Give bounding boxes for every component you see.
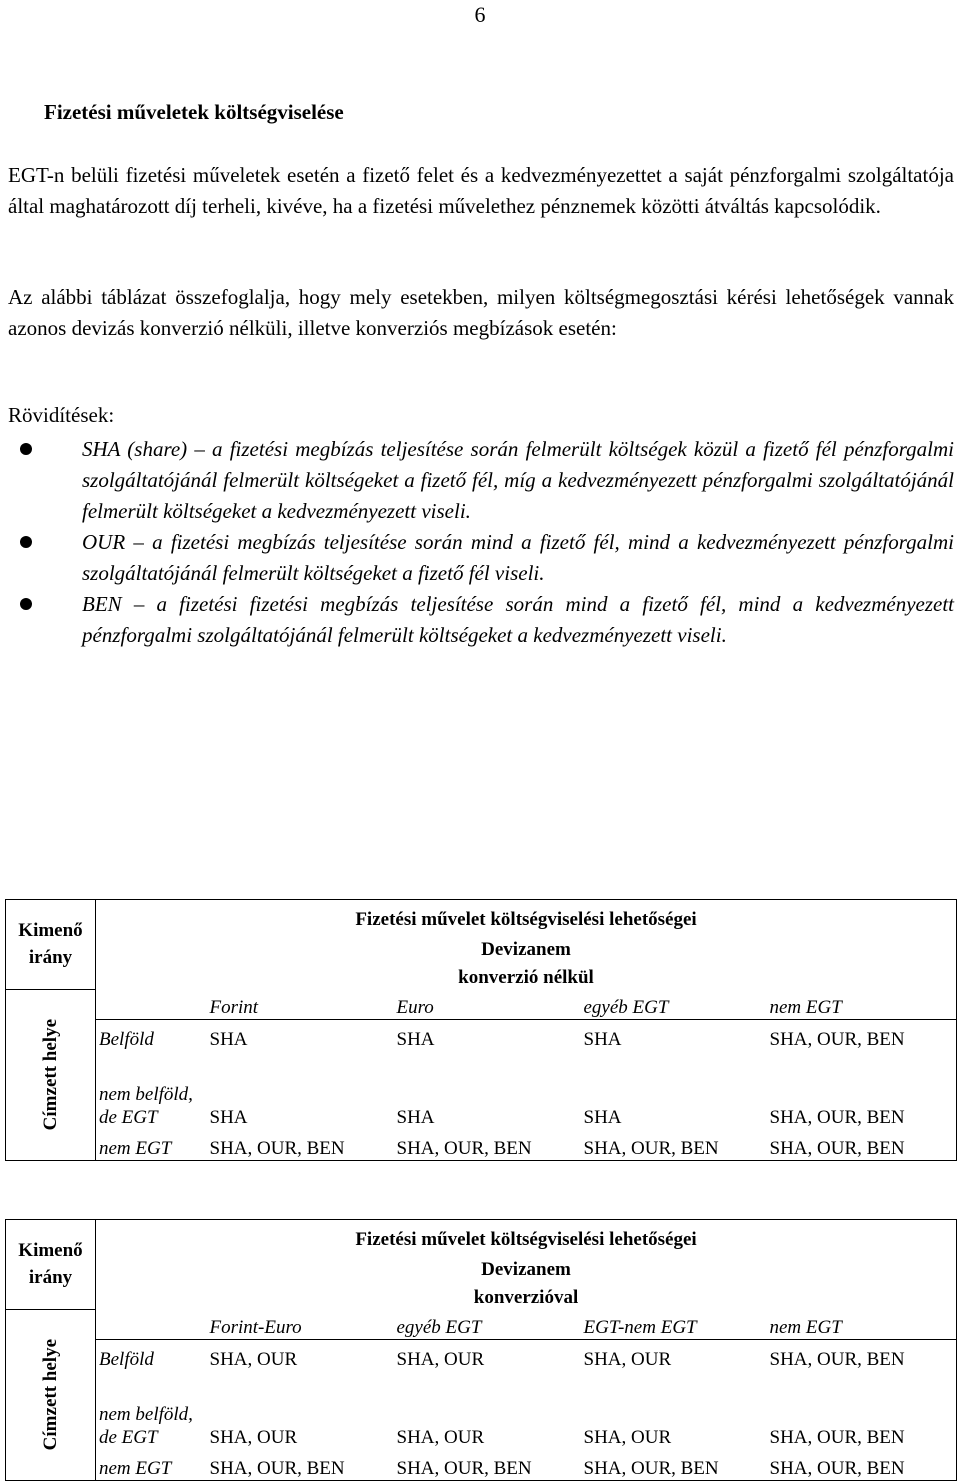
table-cell: SHA, OUR, BEN	[767, 1020, 957, 1052]
page-number: 6	[474, 2, 486, 27]
row-label: nem EGT	[96, 1129, 207, 1161]
table-cell: SHA, OUR	[209, 1349, 298, 1370]
bullet-icon	[20, 443, 32, 455]
table-cell: SHA, OUR, BEN	[207, 1129, 394, 1161]
column-header-spacer	[96, 989, 207, 1020]
table-row	[6, 1340, 957, 1372]
table-cell: SHA, OUR, BEN	[581, 1449, 767, 1481]
table-row	[6, 1449, 957, 1481]
table-row	[6, 1129, 957, 1161]
outgoing-direction-header	[6, 1220, 96, 1310]
table-cell: SHA, OUR	[583, 1427, 672, 1448]
corner-label-2: irány	[28, 947, 73, 969]
column-header: EGT-nem EGT	[581, 1309, 767, 1340]
abbreviation-item-sha	[82, 434, 954, 527]
row-label: nem belföld, de EGT	[96, 1371, 207, 1449]
corner-label-2: irány	[28, 1267, 73, 1289]
table-cell: SHA	[583, 1029, 622, 1050]
section-heading: Fizetési műveletek költségviselése	[44, 100, 344, 124]
row-label: nem belföld, de EGT	[96, 1051, 207, 1129]
table-cell: SHA	[583, 1107, 622, 1128]
table-cell: SHA, OUR, BEN	[207, 1449, 394, 1481]
abbreviation-text: BEN – a fizetési fizetési megbízás teljesítése során mind a fizető fél, mind a kedvezményezett pénzforgalmi szolgáltatójánál felmerült költségeket a kedvezményezett viseli.	[82, 592, 954, 647]
abbreviations-title: Rövidítések:	[8, 403, 115, 427]
table-row	[6, 1371, 957, 1449]
currency-header: Devizanem	[96, 1251, 957, 1281]
corner-label-1: Kimenő	[18, 920, 83, 942]
column-header: Forint-Euro	[207, 1309, 394, 1340]
column-header: Euro	[394, 989, 581, 1020]
corner-label-1: Kimenő	[18, 1240, 83, 1262]
table-cell: SHA	[209, 1107, 248, 1128]
row-label: Belföld	[96, 1340, 207, 1372]
table-cell: SHA, OUR, BEN	[394, 1449, 581, 1481]
bullet-icon	[20, 598, 32, 610]
table-cell: SHA, OUR	[209, 1427, 298, 1448]
table-cell: SHA	[396, 1107, 435, 1128]
abbreviation-item-ben	[82, 589, 954, 651]
row-label: nem EGT	[96, 1449, 207, 1481]
column-header: nem EGT	[767, 1309, 957, 1340]
summary-paragraph: Az alábbi táblázat összefoglalja, hogy mely esetekben, milyen költségmegosztási kérési lehetőségek vannak azonos devizás konverzió nélküli, illetve konverziós megbízások esetén:	[8, 285, 954, 340]
currency-header: Devizanem	[96, 931, 957, 961]
table-cell: SHA, OUR, BEN	[767, 1051, 957, 1129]
abbreviation-item-our	[82, 527, 954, 589]
table-cell: SHA	[396, 1029, 435, 1050]
recipient-location-header	[6, 989, 96, 1161]
bullet-icon	[20, 536, 32, 548]
abbreviation-text: OUR – a fizetési megbízás teljesítése során mind a fizető fél, mind a kedvezményezett pénzforgalmi szolgáltatójánál felmerült költségeket a fizető fél viseli.	[82, 530, 954, 585]
abbreviation-list	[82, 434, 954, 651]
column-header-spacer	[96, 1309, 207, 1340]
table-cell: SHA, OUR	[583, 1349, 672, 1370]
table-main-header: Fizetési művelet költségviselési lehetőségei	[96, 900, 957, 932]
abbreviation-text: SHA (share) – a fizetési megbízás teljesítése során felmerült költségek közül a fizető fél pénzforgalmi szolgáltatójánál felmerült költségeket a fizető fél, míg a kedvezményezett pénzforgalmi szolgáltatójánál felmerült költségeket a kedvezményezett viseli.	[82, 437, 954, 523]
column-header: egyéb EGT	[394, 1309, 581, 1340]
table-cell: SHA, OUR, BEN	[767, 1129, 957, 1161]
cost-table-no-conversion	[5, 899, 957, 1161]
conversion-header: konverzió nélkül	[96, 961, 957, 989]
side-label: Címzett helye	[40, 1339, 61, 1451]
side-label: Címzett helye	[40, 1019, 61, 1131]
conversion-header: konverzióval	[96, 1281, 957, 1309]
recipient-location-header	[6, 1309, 96, 1481]
column-header: nem EGT	[767, 989, 957, 1020]
table-row	[6, 1051, 957, 1129]
table-cell: SHA, OUR	[396, 1427, 485, 1448]
table-cell: SHA, OUR, BEN	[767, 1371, 957, 1449]
table-cell: SHA, OUR, BEN	[581, 1129, 767, 1161]
table-cell: SHA, OUR	[396, 1349, 485, 1370]
table-cell: SHA, OUR, BEN	[767, 1340, 957, 1372]
column-header: egyéb EGT	[581, 989, 767, 1020]
table-cell: SHA, OUR, BEN	[394, 1129, 581, 1161]
table-main-header: Fizetési művelet költségviselési lehetőségei	[96, 1220, 957, 1252]
intro-paragraph: EGT-n belüli fizetési műveletek esetén a fizető felet és a kedvezményezettet a saját pénzforgalmi szolgáltatója által maghatározott díj terheli, kivéve, ha a fizetési művelethez pénznemek közötti átváltás kapcsolódik.	[8, 163, 954, 218]
table-row	[6, 1020, 957, 1052]
table-cell: SHA, OUR, BEN	[767, 1449, 957, 1481]
row-label: Belföld	[96, 1020, 207, 1052]
outgoing-direction-header	[6, 900, 96, 990]
table-cell: SHA	[209, 1029, 248, 1050]
cost-table-with-conversion	[5, 1219, 957, 1481]
column-header: Forint	[207, 989, 394, 1020]
